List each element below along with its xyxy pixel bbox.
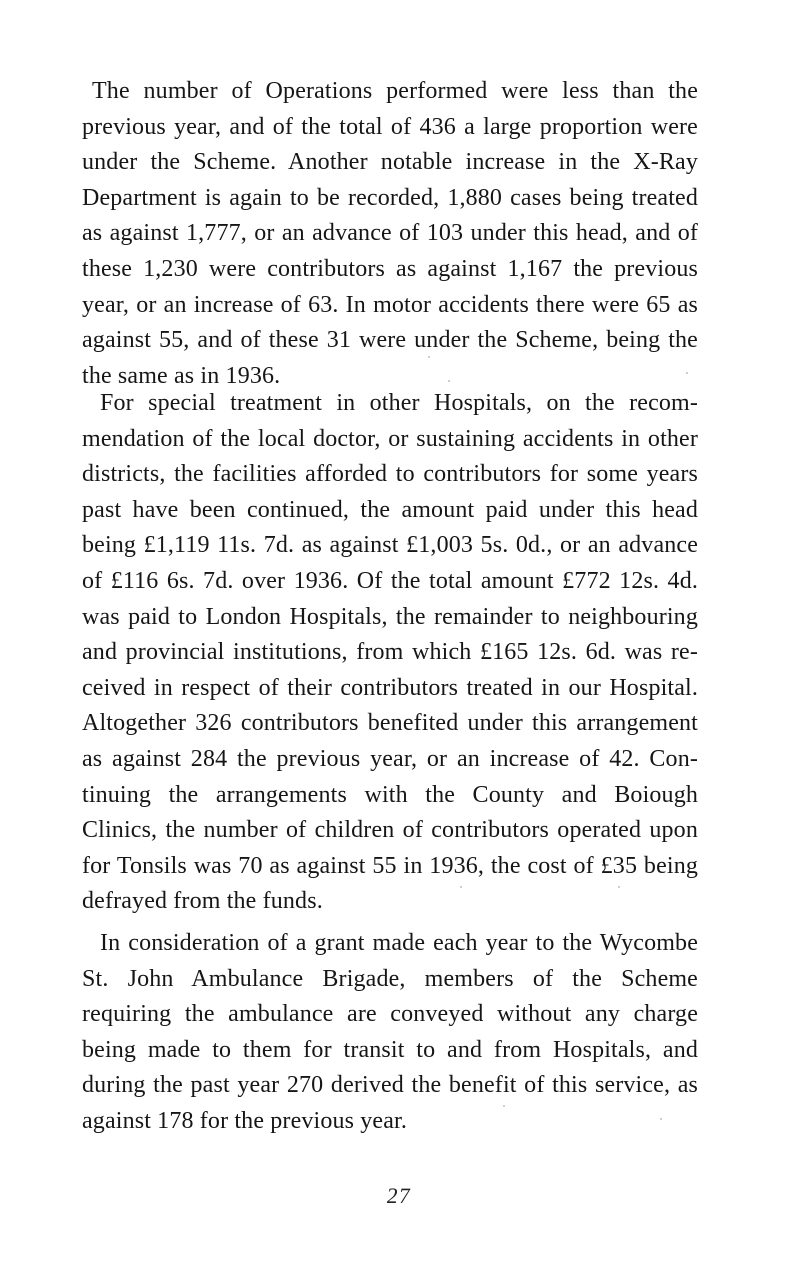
paragraph-special-treatment: For special treatment in other Hospitals, on the recom- mendation of the local doctor, or sustaining accidents in other districts, the facilities afforded to contributors for some years past have been continued, the amount paid under this head being £1,119 11s. 7d. as against £1,003 5s. 0d., or an advance of £116 6s. 7d. over 1936. Of the total amount £772 12s. 4d. was paid to London Hospitals, the remainder to neighbouring and provincial institutions, from which £165 12s. 6d. was re- ceived in respect of their contributors treated in our Hospital. Altogether 326 contributors benefited under this arrangement as against 284 the previous year, or an increase of 42. Con- tinuing the arrangements with the County and Boiough Clinics, the number of children of contributors operated upon for Tonsils was 70 as against 55 in 1936, the cost of £35 being defrayed from the funds. xyxy=(82,390,698,915)
paper-speck xyxy=(460,886,462,888)
paragraph-ambulance-service: In consideration of a grant made each year to the Wycombe St. John Ambulance Brigade, members of the Scheme requiring the ambulance are conveyed without any charge being made to them for transit to and from Hospitals, and during the past year 270 derived the benefit of this service, as against 178 for the previous year. xyxy=(82,930,698,1134)
paper-speck xyxy=(660,1118,662,1120)
paper-speck xyxy=(686,372,688,374)
paper-speck xyxy=(428,356,430,358)
paper-speck xyxy=(618,886,620,888)
paper-speck xyxy=(448,380,450,382)
paragraph-operations-xray: The number of Operations performed were less than the previous year, and of the total of 436 a large proportion were under the Scheme. Another notable increase in the X-Ray Department is again to be recorded, 1,880 cases being treated as against 1,777, or an advance of 103 under this head, and of these 1,230 were contributors as against 1,167 the previous year, or an increase of 63. In motor accidents there were 65 as against 55, and of these 31 were under the Scheme, being the the same as in 1936. xyxy=(82,78,698,389)
page-number: 27 xyxy=(385,1183,413,1208)
paper-speck xyxy=(503,1105,505,1107)
